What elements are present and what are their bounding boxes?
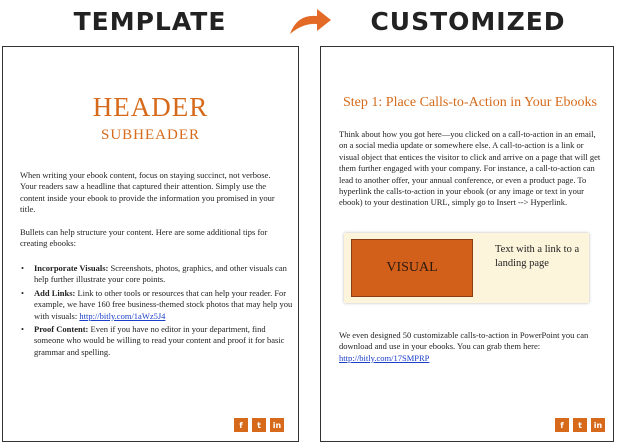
social-icons bbox=[555, 418, 605, 432]
cta-visual[interactable]: VISUAL bbox=[351, 239, 473, 297]
bullet-text: Even if you have no editor in your department, find someone who would be willing to read your content and proof it for basic grammar and spelling. bbox=[34, 324, 285, 357]
facebook-icon[interactable]: f bbox=[234, 418, 248, 432]
cta-download-link[interactable]: http://bitly.com/17SMPRP bbox=[339, 352, 430, 363]
facebook-icon[interactable]: f bbox=[555, 418, 569, 432]
twitter-icon[interactable]: t bbox=[573, 418, 587, 432]
page-heading: Step 1: Place Calls-to-Action in Your Ebooks bbox=[343, 95, 597, 110]
linkedin-icon[interactable]: in bbox=[591, 418, 605, 432]
body-paragraph: When writing your ebook content, focus on staying succinct, not verbose. Your readers saw a headline that captured their attention. Simply use the content inside your ebook to provide the information you promised in your title. bbox=[20, 170, 275, 215]
customized-label: CUSTOMIZED bbox=[370, 7, 566, 36]
body-text: We even designed 50 customizable calls-to-action in PowerPoint you can download and use in your ebooks. You can grab them here: bbox=[339, 330, 589, 352]
body-paragraph bbox=[339, 330, 601, 364]
list-item bbox=[34, 324, 296, 358]
list-item bbox=[34, 288, 296, 322]
body-paragraph: Bullets can help structure your content. Here are some additional tips for creating ebooks: bbox=[20, 227, 268, 249]
template-page bbox=[2, 46, 299, 442]
bullet-label: Incorporate Visuals: bbox=[34, 263, 109, 273]
list-item bbox=[34, 263, 296, 286]
twitter-icon[interactable]: t bbox=[252, 418, 266, 432]
customized-page bbox=[320, 46, 614, 442]
call-to-action-box bbox=[344, 233, 589, 303]
page-subheader: SUBHEADER bbox=[100, 127, 200, 143]
template-label: TEMPLATE bbox=[73, 7, 227, 36]
bullet-text: Screenshots, photos, graphics, and other visuals can help further illustrate your core points. bbox=[34, 263, 287, 285]
bullet-text: Link to other tools or resources that can help your reader. For example, we have 160 free business-themed stock photos that may help you with visuals: bbox=[34, 287, 293, 321]
linkedin-icon[interactable]: in bbox=[270, 418, 284, 432]
bullet-label: Proof Content: bbox=[34, 324, 89, 335]
stock-photos-link[interactable]: http://bitly.com/1aWz5J4 bbox=[79, 310, 166, 321]
bullet-label: Add Links: bbox=[34, 287, 76, 298]
page-header: HEADER bbox=[92, 92, 209, 122]
tips-list bbox=[20, 263, 296, 360]
cta-text[interactable]: Text with a link to a landing page bbox=[495, 244, 580, 269]
social-icons bbox=[234, 418, 284, 432]
body-paragraph: Think about how you got here—you clicked on a call-to-action in an email, on a social media update or somewhere else. A call-to-action is a link or visual object that entices the visitor to click and arrive on a page that will get them further engaged with your company. For instance, a call-to-action can lead to another offer, your annual conference, or even a product page. To hyperlink the calls-to-action in your ebook (or any image or text in your ebook) to your destination URL, simply go to Insert --> Hyperlink. bbox=[339, 129, 601, 208]
